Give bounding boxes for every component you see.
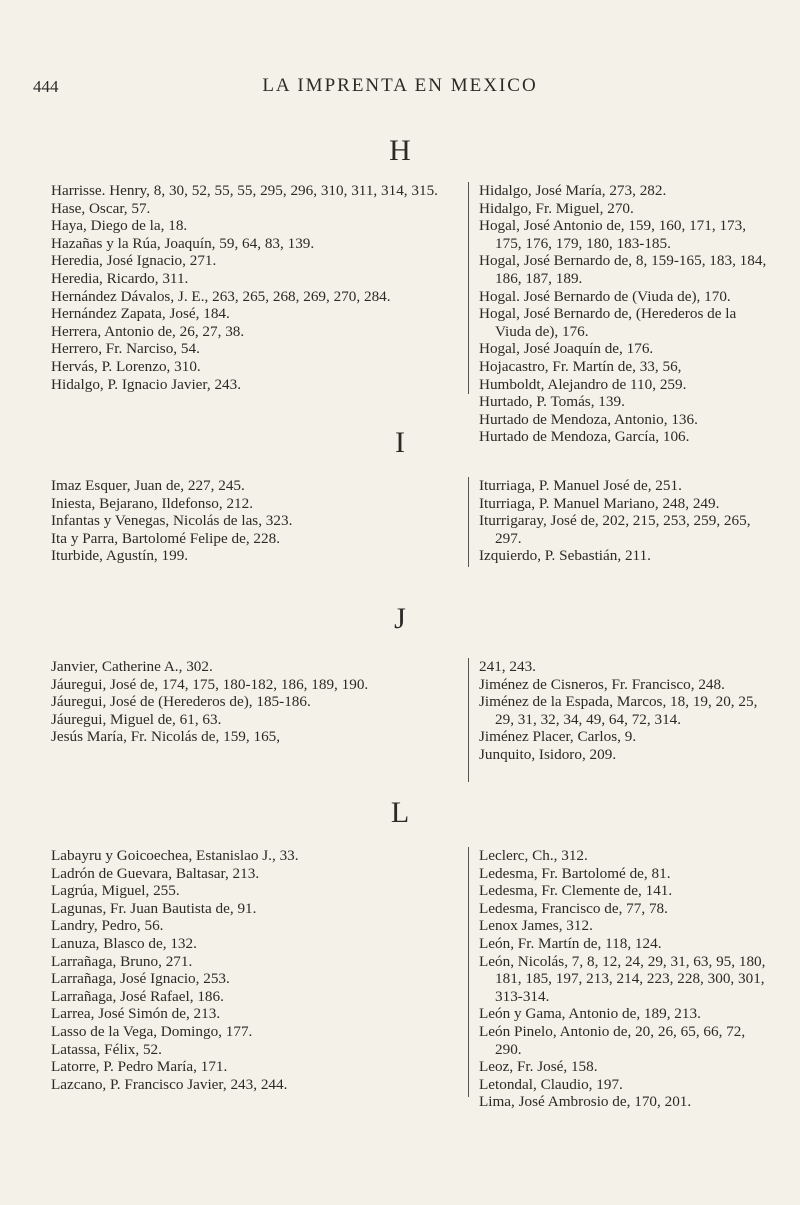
index-entry: Hogal, José Antonio de, 159, 160, 171, 173, 175, 176, 179, 180, 183-185. <box>479 217 747 252</box>
section-letter-i: I <box>395 426 405 459</box>
index-entry: Iturriaga, P. Manuel José de, 251. <box>479 477 682 494</box>
index-entry: León y Gama, Antonio de, 189, 213. <box>479 1005 701 1023</box>
index-entry: Hurtado, P. Tomás, 139. <box>479 393 625 411</box>
index-entry: Larrañaga, José Ignacio, 253. <box>51 970 230 988</box>
index-entry: Hazañas y la Rúa, Joaquín, 59, 64, 83, 139. <box>51 234 315 252</box>
index-entry: Herrera, Antonio de, 26, 27, 38. <box>51 322 245 340</box>
index-entry: Hase, Oscar, 57. <box>51 199 151 217</box>
index-entry: Latassa, Félix, 52. <box>51 1040 162 1058</box>
index-entry: Lazcano, P. Francisco Javier, 243, 244. <box>51 1075 288 1093</box>
index-entry: Hogal, José Joaquín de, 176. <box>479 340 654 358</box>
index-column-right-j <box>468 658 775 782</box>
page-number: 444 <box>33 77 59 96</box>
index-entry: Izquierdo, P. Sebastián, 211. <box>479 547 651 565</box>
index-entry: Hidalgo, José María, 273, 282. <box>479 182 667 199</box>
index-entry: Hogal. José Bernardo de (Viuda de), 170. <box>479 287 731 305</box>
index-entry: Herrero, Fr. Narciso, 54. <box>51 340 200 358</box>
section-letter-l: L <box>390 796 410 829</box>
index-entry: Humboldt, Alejandro de 110, 259. <box>479 375 687 393</box>
index-entry: Iturrigaray, José de, 202, 215, 253, 259, 265, 297. <box>479 512 751 547</box>
section-letter-j: J <box>394 602 406 635</box>
index-entry: Hidalgo, Fr. Miguel, 270. <box>479 199 634 217</box>
index-entry: Hurtado de Mendoza, Antonio, 136. <box>479 410 698 428</box>
index-entry: Lima, José Ambrosio de, 170, 201. <box>479 1093 692 1111</box>
index-entry: Jáuregui, José de (Herederos de), 185-186. <box>51 693 311 711</box>
index-entry: Lagunas, Fr. Juan Bautista de, 91. <box>51 899 257 917</box>
index-entry: Haya, Diego de la, 18. <box>51 217 188 235</box>
index-entry: Lagrúa, Miguel, 255. <box>51 882 180 900</box>
index-entry: Ita y Parra, Bartolomé Felipe de, 228. <box>51 529 281 547</box>
index-column-right-l <box>468 847 775 1111</box>
index-entry: Landry, Pedro, 56. <box>51 917 164 935</box>
index-entry: Harrisse. Henry, 8, 30, 52, 55, 55, 295, 296, 310, 311, 314, 315. <box>51 182 438 199</box>
index-entry: Iturriaga, P. Manuel Mariano, 248, 249. <box>479 494 720 512</box>
index-entry: Letondal, Claudio, 197. <box>479 1075 623 1093</box>
index-entry: Hurtado de Mendoza, García, 106. <box>479 428 690 446</box>
index-entry: Hogal, José Bernardo de, 8, 159-165, 183, 184, 186, 187, 189. <box>479 252 767 287</box>
index-entry: Hojacastro, Fr. Martín de, 33, 56, <box>479 357 682 375</box>
index-entry: Heredia, Ricardo, 311. <box>51 269 189 287</box>
index-entry: Latorre, P. Pedro María, 171. <box>51 1058 228 1076</box>
index-entry: Hervás, P. Lorenzo, 310. <box>51 357 201 375</box>
index-entry: Larrañaga, Bruno, 271. <box>51 952 193 970</box>
index-column-left-l <box>51 847 455 1093</box>
index-entry: León, Nicolás, 7, 8, 12, 24, 29, 31, 63, 95, 180, 181, 185, 197, 213, 214, 223, 228, 300, 301, 313-314. <box>479 952 766 1005</box>
index-entry: Jiménez de Cisneros, Fr. Francisco, 248. <box>479 675 725 693</box>
index-column-left-j <box>51 658 455 746</box>
section-letter-h: H <box>389 134 411 167</box>
index-entry: Jiménez Placer, Carlos, 9. <box>479 728 637 746</box>
index-entry: Hidalgo, P. Ignacio Javier, 243. <box>51 375 242 393</box>
index-entry: Lanuza, Blasco de, 132. <box>51 934 197 952</box>
index-entry: Infantas y Venegas, Nicolás de las, 323. <box>51 512 293 530</box>
index-entry: Ledesma, Francisco de, 77, 78. <box>479 899 668 917</box>
index-entry: León Pinelo, Antonio de, 20, 26, 65, 66, 72, 290. <box>479 1022 746 1058</box>
index-column-right-h <box>468 182 775 446</box>
index-entry: Ladrón de Guevara, Baltasar, 213. <box>51 864 260 882</box>
index-entry: Imaz Esquer, Juan de, 227, 245. <box>51 477 245 494</box>
index-entry: Leclerc, Ch., 312. <box>479 847 588 864</box>
index-entry: Jáuregui, Miguel de, 61, 63. <box>51 710 222 728</box>
index-column-left-h <box>51 182 455 393</box>
index-entry: Ledesma, Fr. Clemente de, 141. <box>479 882 673 900</box>
running-head: LA IMPRENTA EN MEXICO <box>262 75 538 96</box>
index-entry: Hernández Dávalos, J. E., 263, 265, 268, 269, 270, 284. <box>51 287 391 305</box>
index-column-right-i <box>468 477 775 567</box>
index-entry: Jáuregui, José de, 174, 175, 180-182, 186, 189, 190. <box>51 675 369 693</box>
index-entry: Larrañaga, José Rafael, 186. <box>51 987 224 1005</box>
index-entry: Junquito, Isidoro, 209. <box>479 745 617 763</box>
index-entry: Iniesta, Bejarano, Ildefonso, 212. <box>51 494 254 512</box>
index-entry: Lasso de la Vega, Domingo, 177. <box>51 1022 253 1040</box>
index-entry: Jiménez de la Espada, Marcos, 18, 19, 20, 25, 29, 31, 32, 34, 49, 64, 72, 314. <box>479 693 758 728</box>
index-entry: Janvier, Catherine A., 302. <box>51 658 213 675</box>
index-entry: 241, 243. <box>479 658 536 675</box>
index-entry: Hogal, José Bernardo de, (Herederos de la Viuda de), 176. <box>479 305 737 340</box>
index-entry: León, Fr. Martín de, 118, 124. <box>479 934 662 952</box>
index-entry: Hernández Zapata, José, 184. <box>51 305 230 323</box>
index-entry: Ledesma, Fr. Bartolomé de, 81. <box>479 864 671 882</box>
index-entry: Heredia, José Ignacio, 271. <box>51 252 217 270</box>
index-entry: Labayru y Goicoechea, Estanislao J., 33. <box>51 847 299 864</box>
index-entry: Leoz, Fr. José, 158. <box>479 1058 598 1076</box>
index-entry: Iturbide, Agustín, 199. <box>51 547 189 565</box>
index-column-left-i <box>51 477 455 565</box>
index-entry: Lenox James, 312. <box>479 917 593 935</box>
index-entry: Larrea, José Simón de, 213. <box>51 1005 221 1023</box>
index-entry: Jesús María, Fr. Nicolás de, 159, 165, <box>51 728 281 746</box>
